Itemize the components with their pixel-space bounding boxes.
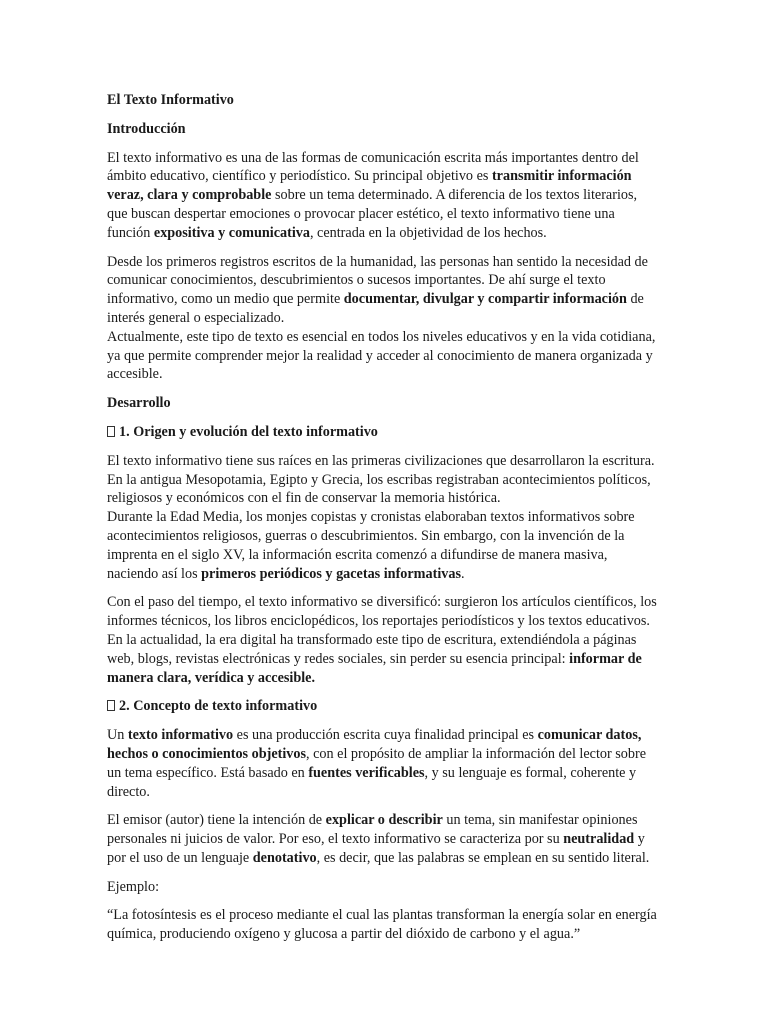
intro-paragraph-2 bbox=[107, 253, 659, 385]
text-run: , con el propósito de ampliar la información del lector sobre un tema específico. Está basado en bbox=[107, 745, 647, 781]
text-run: Actualmente, este tipo de texto es esencial en todos los niveles educativos y en la vida cotidiana, ya que permite comprender mejor la realidad y acceder al conocimiento de manera organizada y accesible. bbox=[107, 328, 656, 383]
section-2-paragraph-2 bbox=[107, 811, 659, 867]
section-1-paragraph-1 bbox=[107, 452, 659, 584]
section-1-paragraph-2 bbox=[107, 593, 659, 687]
bold-text: texto informativo bbox=[127, 727, 234, 744]
example-quote: “La fotosíntesis es el proceso mediante el cual las plantas transforman la energía solar en energía química, produciendo oxígeno y glucosa a partir del dióxido de carbono y el agua.” bbox=[107, 907, 657, 943]
bold-text: fuentes verificables bbox=[308, 764, 425, 781]
development-heading: Desarrollo bbox=[107, 395, 171, 412]
text-run: Un bbox=[107, 727, 128, 744]
missing-glyph-icon bbox=[107, 700, 115, 711]
document-page bbox=[107, 89, 659, 954]
text-run: Desde los primeros registros escritos de la humanidad, las personas han sentido la necesidad de comunicar conocimientos, descubrimientos o sucesos importantes. De ahí surge el texto informativo, como un medio que permite bbox=[107, 253, 648, 308]
bold-text: informar de manera clara, verídica y accesible. bbox=[107, 650, 642, 686]
bold-text: explicar o describir bbox=[325, 812, 443, 829]
bold-text: transmitir información veraz, clara y comprobable bbox=[107, 168, 632, 204]
text-run: y por el uso de un lenguaje bbox=[107, 831, 645, 866]
intro-heading: Introducción bbox=[107, 120, 186, 137]
bold-text: neutralidad bbox=[563, 831, 635, 848]
intro-paragraph-1 bbox=[107, 149, 659, 243]
section-2-heading bbox=[107, 697, 659, 716]
section-2-paragraph-1 bbox=[107, 726, 659, 801]
text-run: , y su lenguaje es formal, coherente y directo. bbox=[107, 764, 637, 800]
bold-text: documentar, divulgar y compartir información bbox=[343, 291, 627, 308]
example-label: Ejemplo: bbox=[107, 878, 160, 895]
missing-glyph-icon bbox=[107, 426, 115, 437]
text-run: Durante la Edad Media, los monjes copistas y cronistas elaboraban textos informativos sobre acontecimientos religiosos, guerras o descubrimientos. Sin embargo, con la invención de la imprenta en el siglo XV, la información escrita comenzó a difundirse de manera masiva, naciendo así los bbox=[107, 509, 635, 582]
text-run: , es decir, que las palabras se emplean en su sentido literal. bbox=[316, 849, 650, 866]
bold-text: comunicar datos, hechos o conocimientos objetivos bbox=[107, 727, 642, 762]
section-2-heading-text: 2. Concepto de texto informativo bbox=[119, 698, 318, 715]
text-run: de interés general o especializado. bbox=[107, 291, 644, 326]
text-run: sobre un tema determinado. A diferencia de los textos literarios, que buscan despertar emociones o provocar placer estético, el texto informativo tiene una función bbox=[107, 187, 638, 241]
text-run: un tema, sin manifestar opiniones personales ni juicios de valor. Por eso, el texto informativo se caracteriza por su bbox=[107, 812, 638, 848]
text-run: , centrada en la objetividad de los hechos. bbox=[309, 224, 547, 241]
document-title: El Texto Informativo bbox=[107, 92, 234, 108]
text-run: El emisor (autor) tiene la intención de bbox=[107, 812, 326, 829]
bold-text: expositiva y comunicativa bbox=[153, 224, 310, 241]
section-1-heading bbox=[107, 423, 659, 442]
text-run: El texto informativo tiene sus raíces en las primeras civilizaciones que desarrollaron la escritura. En la antigua Mesopotamia, Egipto y Grecia, los escribas registraban acontecimientos políticos, religiosos y económicos con el fin de conservar la memoria histórica. bbox=[107, 452, 655, 507]
text-run: El texto informativo es una de las formas de comunicación escrita más importantes dentro del ámbito educativo, científico y periodístico. Su principal objetivo es bbox=[107, 149, 639, 185]
text-run: es una producción escrita cuya finalidad principal es bbox=[233, 727, 538, 744]
section-1-heading-text: 1. Origen y evolución del texto informativo bbox=[119, 423, 378, 440]
bold-text: primeros periódicos y gacetas informativas bbox=[201, 565, 461, 582]
text-run: . bbox=[460, 565, 465, 582]
text-run: Con el paso del tiempo, el texto informativo se diversificó: surgieron los artículos científicos, los informes técnicos, los libros enciclopédicos, los reportajes periodísticos y los textos educativos. En la actualidad, la era digital ha transformado este tipo de escritura, extendiéndola a páginas web, blogs, revistas electrónicas y redes sociales, sin perder su esencia principal: bbox=[107, 594, 657, 667]
bold-text: denotativo bbox=[252, 849, 317, 866]
